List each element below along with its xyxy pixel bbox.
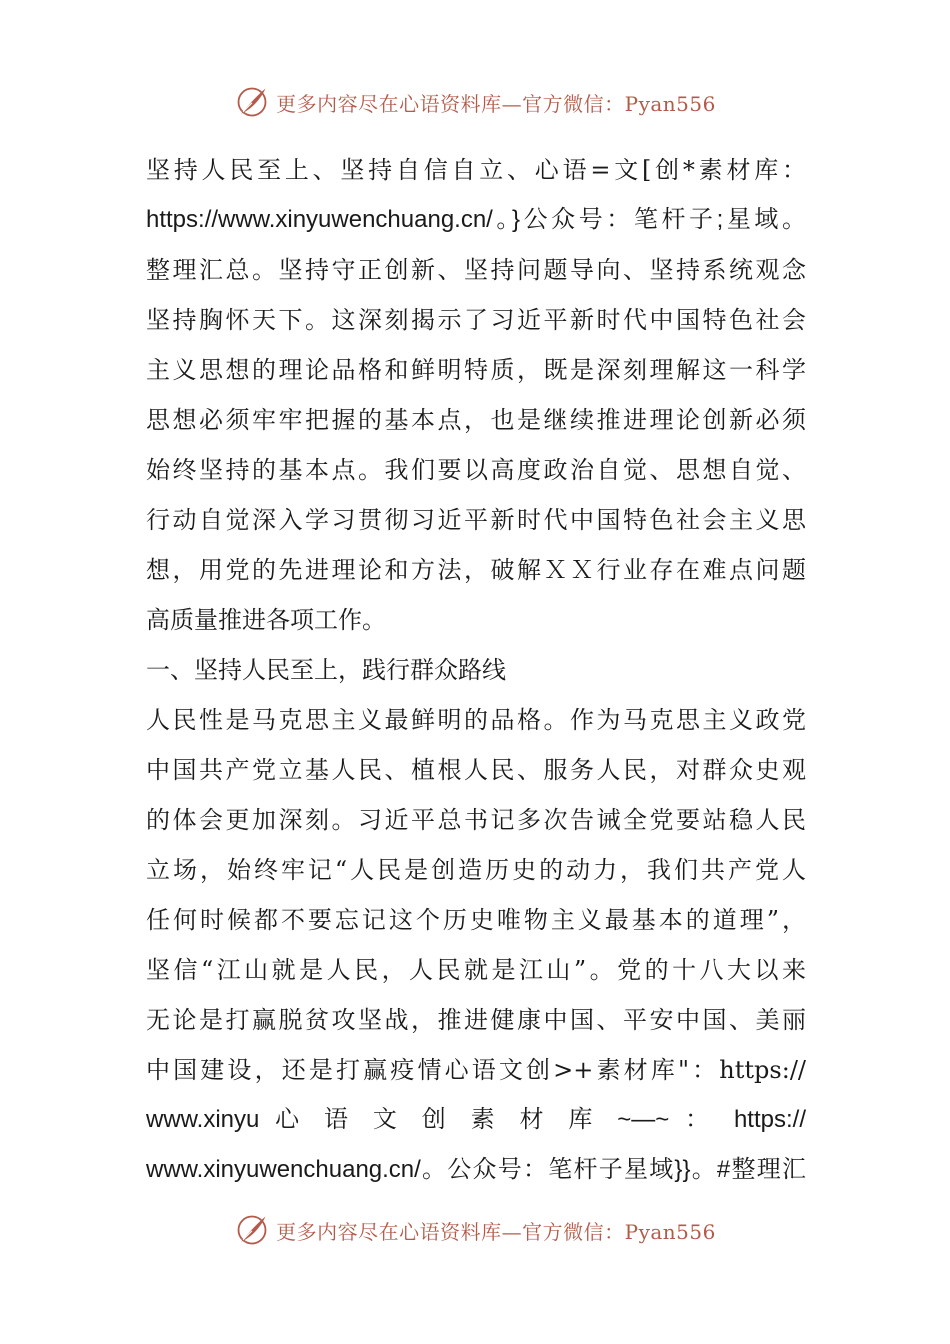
header-banner-text: 更多内容尽在心语资料库—官方微信：Pyan556 (276, 91, 716, 116)
text-line: 坚信“江山就是人民，人民就是江山”。党的十八大以来 (146, 956, 806, 984)
text-line: 立场，始终牢记“人民是创造历史的动力，我们共产党人 (146, 856, 806, 884)
text-line: https://www.xinyuwenchuang.cn/。}公众号：笔杆子;星域。 (146, 206, 806, 233)
text-line: 坚持人民至上、坚持自信自立、心语=文[创*素材库： (146, 156, 806, 184)
quill-logo-icon (234, 1212, 270, 1248)
text-line: www.xinyu 心 语 文 创 素 材 库 ~—~ ： https:// (146, 1106, 806, 1133)
footer-banner-text: 更多内容尽在心语资料库—官方微信：Pyan556 (276, 1219, 716, 1244)
document-body (146, 145, 806, 1195)
text-line: 想，用党的先进理论和方法，破解ＸＸ行业存在难点问题 (146, 556, 806, 584)
text-line: 思想必须牢牢把握的基本点，也是继续推进理论创新必须 (146, 406, 806, 434)
text-line: 坚持胸怀天下。这深刻揭示了习近平新时代中国特色社会 (146, 306, 806, 334)
text-line: 高质量推进各项工作。 (146, 606, 386, 634)
text-line: 任何时候都不要忘记这个历史唯物主义最基本的道理”， (146, 906, 806, 934)
text-line: 中国建设，还是打赢疫情心语文创>+素材库"：https:// (146, 1056, 806, 1084)
section-heading: 一、坚持人民至上，践行群众路线 (146, 656, 506, 684)
text-line: 无论是打赢脱贫攻坚战，推进健康中国、平安中国、美丽 (146, 1006, 806, 1034)
text-line: 人民性是马克思主义最鲜明的品格。作为马克思主义政党 (146, 706, 806, 734)
footer-banner (0, 1210, 950, 1250)
text-line: 整理汇总。坚持守正创新、坚持问题导向、坚持系统观念 (146, 256, 806, 284)
text-line: 的体会更加深刻。习近平总书记多次告诫全党要站稳人民 (146, 806, 806, 834)
text-line: www.xinyuwenchuang.cn/。公众号：笔杆子星域}}。#整理汇 (146, 1156, 806, 1183)
text-line: 主义思想的理论品格和鲜明特质，既是深刻理解这一科学 (146, 356, 806, 384)
text-line: 始终坚持的基本点。我们要以高度政治自觉、思想自觉、 (146, 456, 806, 484)
text-line: 中国共产党立基人民、植根人民、服务人民，对群众史观 (146, 756, 806, 784)
quill-logo-icon (234, 84, 270, 120)
text-line: 行动自觉深入学习贯彻习近平新时代中国特色社会主义思 (146, 506, 806, 534)
header-banner (0, 82, 950, 122)
